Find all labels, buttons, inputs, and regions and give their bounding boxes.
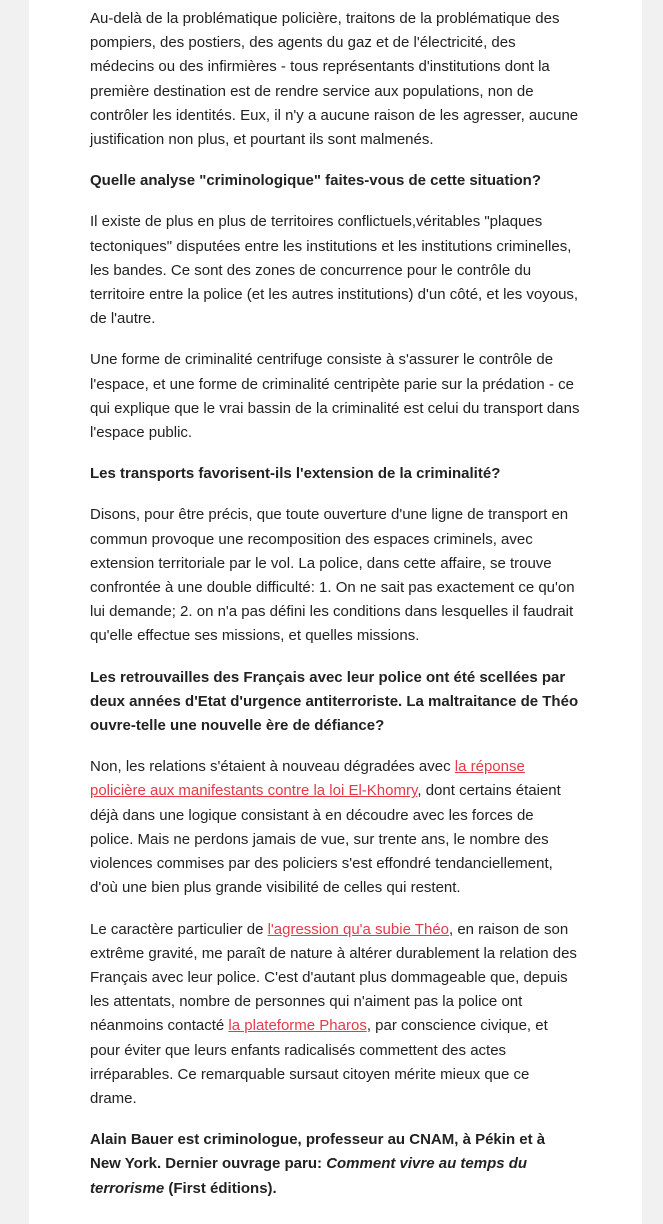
author-bio bbox=[90, 1128, 580, 1201]
paragraph bbox=[90, 755, 580, 900]
bio-text: Alain Bauer est criminologue, professeur au CNAM, à Pékin et à New York. Dernier ouvrage paru: bbox=[90, 1131, 546, 1173]
text-run: Le caractère particulier de bbox=[90, 920, 268, 938]
paragraph: Disons, pour être précis, que toute ouverture d'une ligne de transport en commun provoque une recomposition des espaces criminels, avec extension territoriale par le vol. La police, dans cette affaire, se trouve confrontée à une double difficulté: 1. On ne sait pas exactement ce qu'on lui demande; 2. on n'a pas défini les conditions dans lesquelles il faudrait qu'elle effectue ses missions, et quelles missions. bbox=[90, 506, 575, 645]
text-run: Non, les relations s'étaient à nouveau dégradées avec bbox=[90, 758, 455, 776]
bio-publisher: (First éditions). bbox=[164, 1179, 277, 1197]
link-agression-theo[interactable]: l'agression qu'a subie Théo bbox=[267, 920, 449, 938]
text-run: , dont certains étaient déjà dans une logique consistant à en découdre avec les forces de police. Mais ne perdons jamais de vue, sur trente ans, le nombre des violences commises par des policiers s'est effondré tendanciellement, d'où une bien plus grande visibilité de celles qui restent. bbox=[90, 782, 561, 897]
link-plateforme-pharos[interactable]: la plateforme Pharos bbox=[228, 1017, 367, 1035]
interview-question: Les retrouvailles des Français avec leur police ont été scellées par deux années d'Etat d'urgence antiterroriste. La maltraitance de Théo ouvre-telle une nouvelle ère de défiance? bbox=[90, 668, 579, 735]
link-loi-el-khomri[interactable]: la réponse policière aux manifestants contre la loi El-Khomry bbox=[90, 758, 525, 800]
page bbox=[29, 0, 642, 1224]
paragraph bbox=[90, 918, 580, 1112]
paragraph: Une forme de criminalité centrifuge consiste à s'assurer le contrôle de l'espace, et une forme de criminalité centripète parie sur la prédation - ce qui explique que le vrai bassin de la criminalité est celui du transport dans l'espace public. bbox=[90, 351, 580, 442]
interview-question: Les transports favorisent-ils l'extension de la criminalité? bbox=[90, 465, 501, 483]
text-run: , en raison de son extrême gravité, me paraît de nature à altérer durablement la relation des Français avec leur police. C'est d'autant plus dommageable que, depuis les attentats, nombre de personnes qui n'aiment pas la police ont néanmoins contacté bbox=[90, 920, 577, 1035]
article-body bbox=[90, 7, 580, 1201]
interview-question: Quelle analyse "criminologique" faites-vous de cette situation? bbox=[90, 172, 541, 190]
book-title: Comment vivre au temps du terrorisme bbox=[90, 1155, 528, 1197]
paragraph: Au-delà de la problématique policière, traitons de la problématique des pompiers, des postiers, des agents du gaz et de l'électricité, des médecins ou des infirmières - tous représentants d'institutions dont la première destination est de rendre service aux populations, non de contrôler les identités. Eux, il n'y a aucune raison de les agresser, aucune justification non plus, et pourtant ils sont malmenés. bbox=[90, 10, 579, 149]
paragraph: Il existe de plus en plus de territoires conflictuels,véritables "plaques tectoniques" disputées entre les institutions et les institutions criminelles, les bandes. Ce sont des zones de concurrence pour le contrôle du territoire entre la police (et les autres institutions) d'un côté, et les voyous, de l'autre. bbox=[90, 213, 579, 328]
text-run: , par conscience civique, et pour éviter que leurs enfants radicalisés commettent des actes irréparables. Ce remarquable sursaut citoyen mérite mieux que ce drame. bbox=[90, 1017, 548, 1107]
